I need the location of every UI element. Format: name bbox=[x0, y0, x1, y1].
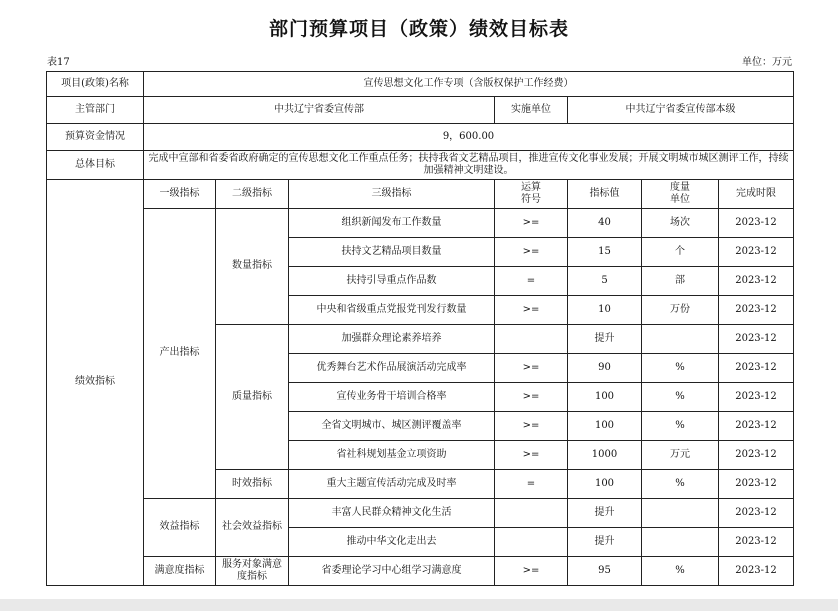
indicator-unit: % bbox=[642, 412, 719, 441]
indicator-operator bbox=[495, 528, 568, 557]
indicator-unit: % bbox=[642, 383, 719, 412]
budget-label: 预算资金情况 bbox=[47, 124, 144, 151]
performance-table bbox=[46, 71, 794, 586]
table-row bbox=[47, 209, 794, 238]
indicator-deadline: 2023-12 bbox=[719, 528, 794, 557]
indicator-deadline: 2023-12 bbox=[719, 499, 794, 528]
indicator-name: 中央和省级重点党报党刊发行数量 bbox=[289, 296, 495, 325]
indicator-value: 10 bbox=[568, 296, 642, 325]
indicator-operator: >= bbox=[495, 557, 568, 586]
budget-value: 9，600.00 bbox=[144, 124, 794, 151]
overall-goal-value: 完成中宣部和省委省政府确定的宣传思想文化工作重点任务；扶持我省文艺精品项目，推进宣传文化事业发展；开展文明城市城区测评工作，持续加强精神文明建设。 bbox=[144, 151, 794, 180]
indicator-name: 加强群众理论素养培养 bbox=[289, 325, 495, 354]
indicator-unit: 万元 bbox=[642, 441, 719, 470]
indicator-value: 100 bbox=[568, 383, 642, 412]
indicator-unit: 部 bbox=[642, 267, 719, 296]
header-level1: 一级指标 bbox=[144, 180, 216, 209]
indicator-operator: >= bbox=[495, 296, 568, 325]
indicator-name: 组织新闻发布工作数量 bbox=[289, 209, 495, 238]
indicator-unit: 万份 bbox=[642, 296, 719, 325]
indicator-deadline: 2023-12 bbox=[719, 209, 794, 238]
indicator-operator: >= bbox=[495, 209, 568, 238]
indicator-value: 1000 bbox=[568, 441, 642, 470]
indicator-name: 省社科规划基金立项资助 bbox=[289, 441, 495, 470]
indicator-deadline: 2023-12 bbox=[719, 296, 794, 325]
indicator-operator bbox=[495, 499, 568, 528]
indicator-unit: 个 bbox=[642, 238, 719, 267]
header-deadline: 完成时限 bbox=[719, 180, 794, 209]
impl-unit-value: 中共辽宁省委宣传部本级 bbox=[568, 97, 794, 124]
indicator-deadline: 2023-12 bbox=[719, 238, 794, 267]
indicator-name: 宣传业务骨干培训合格率 bbox=[289, 383, 495, 412]
indicator-operator: >= bbox=[495, 238, 568, 267]
indicator-value: 100 bbox=[568, 470, 642, 499]
indicator-value: 100 bbox=[568, 412, 642, 441]
table-row bbox=[47, 499, 794, 528]
indicator-value: 90 bbox=[568, 354, 642, 383]
indicator-name: 推动中华文化走出去 bbox=[289, 528, 495, 557]
indicator-deadline: 2023-12 bbox=[719, 441, 794, 470]
indicator-value: 15 bbox=[568, 238, 642, 267]
indicator-value: 95 bbox=[568, 557, 642, 586]
header-unit: 度量 单位 bbox=[642, 180, 719, 209]
indicator-unit bbox=[642, 528, 719, 557]
indicator-deadline: 2023-12 bbox=[719, 383, 794, 412]
group-satisfaction: 满意度指标 bbox=[144, 557, 216, 586]
indicator-deadline: 2023-12 bbox=[719, 354, 794, 383]
indicator-operator: >= bbox=[495, 383, 568, 412]
project-name-value: 宣传思想文化工作专项（含版权保护工作经费） bbox=[144, 72, 794, 97]
project-name-label: 项目(政策)名称 bbox=[47, 72, 144, 97]
indicator-deadline: 2023-12 bbox=[719, 267, 794, 296]
indicator-deadline: 2023-12 bbox=[719, 325, 794, 354]
indicator-name: 重大主题宣传活动完成及时率 bbox=[289, 470, 495, 499]
unit-label: 单位：万元 bbox=[742, 57, 792, 68]
indicator-operator: >= bbox=[495, 441, 568, 470]
group-social-benefit: 社会效益指标 bbox=[216, 499, 289, 557]
indicator-unit: % bbox=[642, 354, 719, 383]
indicator-value: 提升 bbox=[568, 325, 642, 354]
indicator-deadline: 2023-12 bbox=[719, 470, 794, 499]
indicator-value: 提升 bbox=[568, 499, 642, 528]
group-benefit: 效益指标 bbox=[144, 499, 216, 557]
indicator-unit: % bbox=[642, 470, 719, 499]
indicator-name: 全省文明城市、城区测评覆盖率 bbox=[289, 412, 495, 441]
group-quality: 质量指标 bbox=[216, 325, 289, 470]
overall-goal-label: 总体目标 bbox=[47, 151, 144, 180]
table-row bbox=[47, 557, 794, 586]
indicator-unit bbox=[642, 499, 719, 528]
group-output: 产出指标 bbox=[144, 209, 216, 499]
indicator-unit bbox=[642, 325, 719, 354]
indicator-value: 5 bbox=[568, 267, 642, 296]
dept-label: 主管部门 bbox=[47, 97, 144, 124]
dept-value: 中共辽宁省委宣传部 bbox=[144, 97, 495, 124]
indicator-deadline: 2023-12 bbox=[719, 412, 794, 441]
indicator-name: 扶持引导重点作品数 bbox=[289, 267, 495, 296]
indicator-operator bbox=[495, 325, 568, 354]
header-operator: 运算 符号 bbox=[495, 180, 568, 209]
table-number: 表17 bbox=[47, 57, 70, 68]
indicator-operator: >= bbox=[495, 354, 568, 383]
indicator-value: 40 bbox=[568, 209, 642, 238]
indicator-name: 省委理论学习中心组学习满意度 bbox=[289, 557, 495, 586]
indicator-operator: = bbox=[495, 470, 568, 499]
indicator-value: 提升 bbox=[568, 528, 642, 557]
indicator-unit: 场次 bbox=[642, 209, 719, 238]
indicator-name: 丰富人民群众精神文化生活 bbox=[289, 499, 495, 528]
impl-unit-label: 实施单位 bbox=[495, 97, 568, 124]
viewer-bottom-bar bbox=[0, 599, 838, 611]
indicator-name: 优秀舞台艺术作品展演活动完成率 bbox=[289, 354, 495, 383]
header-value: 指标值 bbox=[568, 180, 642, 209]
indicator-deadline: 2023-12 bbox=[719, 557, 794, 586]
header-level2: 二级指标 bbox=[216, 180, 289, 209]
perf-indicator-label: 绩效指标 bbox=[47, 180, 144, 586]
indicator-operator: >= bbox=[495, 412, 568, 441]
group-service-satisfaction: 服务对象满意度指标 bbox=[216, 557, 289, 586]
header-level3: 三级指标 bbox=[289, 180, 495, 209]
indicator-operator: = bbox=[495, 267, 568, 296]
indicator-unit: % bbox=[642, 557, 719, 586]
page-title: 部门预算项目（政策）绩效目标表 bbox=[268, 18, 569, 40]
group-quantity: 数量指标 bbox=[216, 209, 289, 325]
indicator-name: 扶持文艺精品项目数量 bbox=[289, 238, 495, 267]
group-timeliness: 时效指标 bbox=[216, 470, 289, 499]
